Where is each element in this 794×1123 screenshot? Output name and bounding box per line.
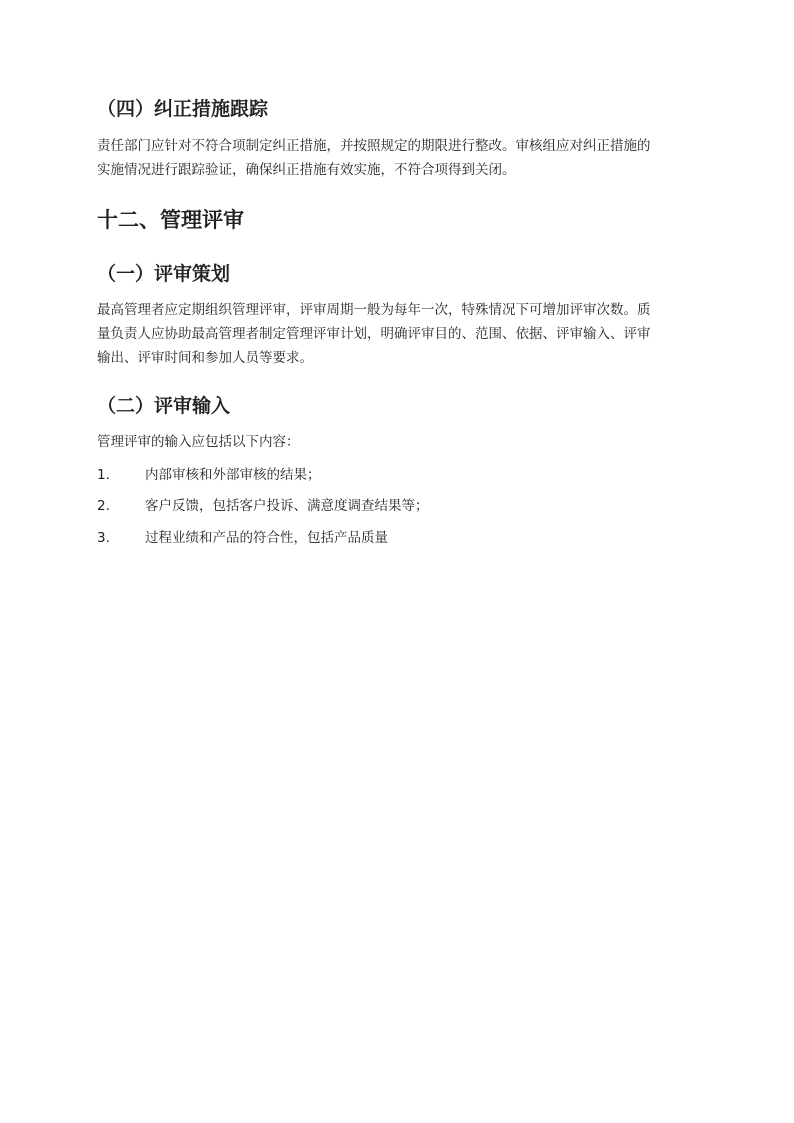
list-item-text: 内部审核和外部审核的结果； [145, 467, 321, 483]
chapter-heading-management-review: 十二、管理评审 [97, 208, 244, 232]
paragraph-line: 管理评审的输入应包括以下内容： [97, 434, 300, 450]
list-item-text: 客户反馈，包括客户投诉、满意度调查结果等； [145, 498, 429, 514]
paragraph-line: 量负责人应协助最高管理者制定管理评审计划，明确评审目的、范围、依据、评审输入、评审 [97, 326, 651, 342]
paragraph-line: 输出、评审时间和参加人员等要求。 [97, 350, 313, 366]
paragraph-line: 责任部门应针对不符合项制定纠正措施，并按照规定的期限进行整改。审核组应对纠正措施的 [97, 138, 651, 154]
paragraph-line: 实施情况进行跟踪验证，确保纠正措施有效实施，不符合项得到关闭。 [97, 162, 516, 178]
section-heading-corrective-action-tracking: （四）纠正措施跟踪 [97, 98, 269, 120]
list-item [97, 465, 321, 485]
paragraph-review-planning [97, 298, 703, 370]
list-item [97, 496, 429, 516]
paragraph-corrective-action-tracking [97, 134, 703, 182]
paragraph-line: 最高管理者应定期组织管理评审，评审周期一般为每年一次，特殊情况下可增加评审次数。质 [97, 302, 651, 318]
list-item-number: 2. [97, 498, 110, 514]
section-heading-review-input: （二）评审输入 [97, 395, 231, 417]
paragraph-review-input-intro [97, 430, 703, 454]
list-item-number: 3. [97, 530, 110, 546]
list-item-number: 1. [97, 467, 110, 483]
list-item [97, 528, 388, 548]
section-heading-review-planning: （一）评审策划 [97, 263, 231, 285]
list-item-text: 过程业绩和产品的符合性，包括产品质量 [145, 530, 388, 546]
